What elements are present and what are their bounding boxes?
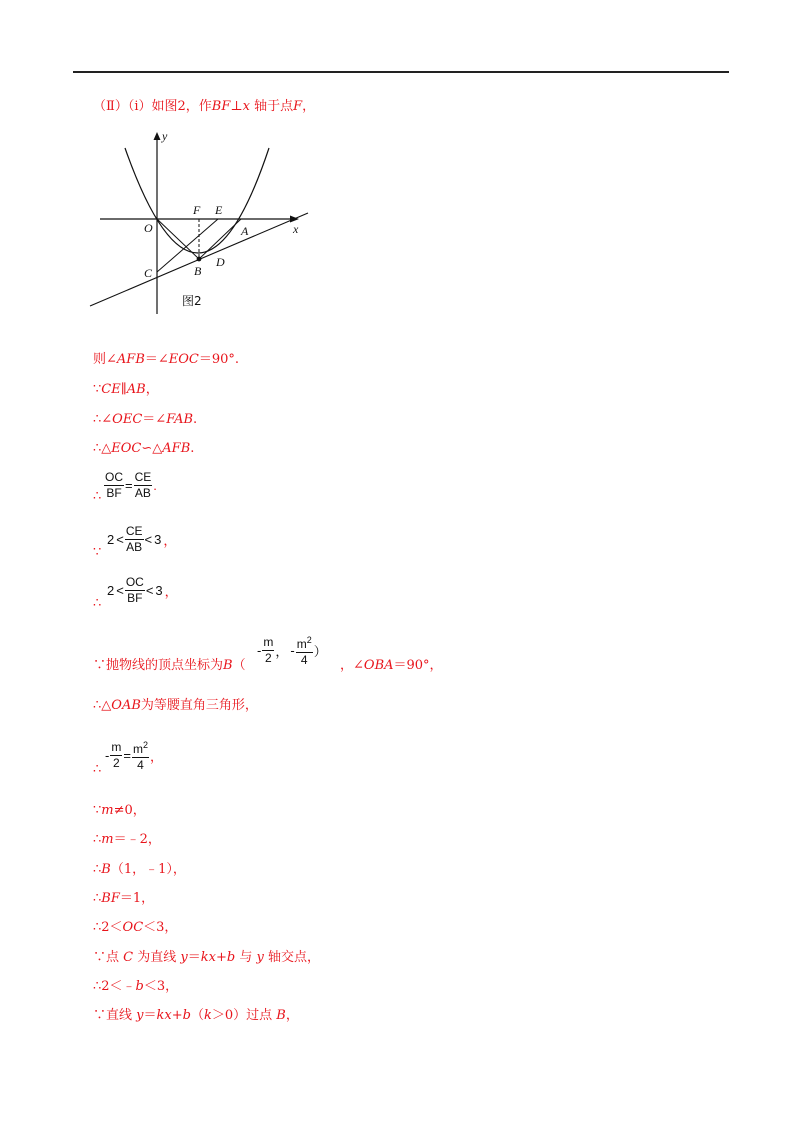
s14-b: BF: [101, 891, 120, 906]
step-3: [93, 411, 197, 429]
step-14: [93, 890, 154, 908]
step-2: [93, 381, 159, 399]
s11-b: m: [101, 803, 114, 818]
s3-b: OEC: [112, 412, 143, 427]
s12-c: ＝﹣2，: [113, 832, 161, 847]
s8-a: ∵抛物线的顶点坐标为: [93, 658, 224, 673]
s5-den2: AB: [134, 486, 151, 500]
s7-den: BF: [127, 591, 143, 605]
step-5-symbol: [93, 488, 101, 506]
s12-a: ∴: [93, 832, 102, 847]
s10-num2: m: [132, 742, 143, 756]
step-12: [93, 831, 161, 849]
step-6-symbol: [93, 544, 101, 562]
s8-neg2: -: [290, 643, 295, 658]
label-d: D: [216, 255, 225, 269]
s8-e: ＝90°，: [393, 658, 443, 673]
s2-e: ，: [145, 382, 159, 397]
s18-b: y: [136, 1008, 144, 1023]
step-8-tail: [340, 657, 443, 675]
s14-a: ∴: [93, 891, 102, 906]
s2-a: ∵: [93, 382, 102, 397]
s8-b: B: [223, 658, 233, 673]
step-7-symbol: [93, 595, 101, 613]
label-f: F: [193, 203, 201, 217]
s16-a: ∵点: [93, 950, 124, 965]
fraction-m-2: [262, 635, 274, 666]
s5-eq: =: [125, 478, 133, 493]
s11-a: ∵: [93, 803, 102, 818]
s6-end: ，: [163, 533, 177, 548]
s7-num: OC: [125, 575, 144, 589]
s4-d: AFB: [162, 441, 191, 456]
fraction-m2-4: [296, 633, 313, 668]
s6-hi: 3: [154, 532, 162, 547]
var-f: F: [293, 99, 303, 114]
step-15: [93, 919, 177, 937]
s5-end: .: [153, 478, 157, 493]
s10-den1: 2: [113, 756, 120, 770]
y-axis-arrow: [154, 132, 161, 140]
var-bf: BF: [211, 99, 231, 114]
s2-c: ∥: [120, 382, 127, 397]
s6-lt1: <: [116, 532, 124, 547]
s12-b: m: [101, 832, 114, 847]
step-10-symbol: [93, 761, 101, 779]
s14-c: ＝1，: [119, 891, 155, 906]
fraction-ce-ab-2: [125, 524, 144, 555]
s16-k: 轴交点，: [263, 950, 320, 965]
step-13: [93, 861, 186, 879]
s10-den2: 4: [137, 758, 144, 772]
step-1: [93, 351, 239, 369]
s15-b: OC: [122, 920, 144, 935]
s1-d: EOC: [168, 352, 199, 367]
s16-c: 为直线: [133, 950, 181, 965]
s11-c: ≠0，: [113, 803, 146, 818]
fraction-m-2-b: [110, 740, 122, 771]
step-10-equation: [104, 738, 164, 773]
s5-den1: BF: [106, 486, 122, 500]
intro-comma: ，: [302, 99, 316, 114]
intro-line: [93, 98, 315, 116]
step-17: [93, 978, 178, 996]
s10-eq: =: [123, 748, 131, 763]
s8-sup2: 2: [306, 635, 312, 645]
figure-2-diagram: [88, 128, 310, 322]
label-c: C: [144, 266, 153, 280]
s4-b: EOC: [111, 441, 142, 456]
s3-c: ＝∠: [142, 412, 167, 427]
s6-sym: ∵: [93, 545, 102, 560]
fraction-m2-4-b: [132, 738, 149, 773]
s1-b: AFB: [116, 352, 145, 367]
step-11: [93, 802, 146, 820]
s16-j: y: [256, 950, 264, 965]
s7-end: ，: [164, 584, 178, 599]
step-16: [93, 949, 320, 967]
part-label: （Ⅱ）: [93, 99, 128, 114]
step-8: [93, 657, 246, 675]
s2-b: CE: [101, 382, 121, 397]
s16-i: 与: [235, 950, 257, 965]
s10-sup2: 2: [142, 740, 148, 750]
s18-a: ∵直线: [93, 1008, 137, 1023]
s2-d: AB: [126, 382, 146, 397]
s4-c: ∽△: [141, 441, 163, 456]
s16-f: kx: [200, 950, 216, 965]
label-e: E: [215, 203, 223, 217]
label-b: B: [194, 264, 202, 278]
header-rule: [73, 71, 729, 73]
s9-a: ∴△: [93, 698, 112, 713]
s6-den: AB: [126, 540, 143, 554]
s6-num: CE: [125, 524, 143, 538]
fraction-oc-bf: [104, 470, 124, 501]
var-x: x: [242, 99, 250, 114]
s7-sym: ∴: [93, 596, 102, 611]
label-o: O: [144, 221, 153, 235]
s7-lt1: <: [116, 583, 124, 598]
s8-c: ，∠: [340, 658, 364, 673]
fraction-oc-bf-2: [125, 575, 145, 606]
step-5-equation: [104, 470, 158, 501]
s15-c: ＜3，: [143, 920, 178, 935]
s5-sym: ∴: [93, 489, 102, 504]
s8-close: ）: [313, 644, 327, 659]
segment-ba: [199, 219, 241, 259]
fraction-ce-ab: [134, 470, 153, 501]
step-18: [93, 1007, 299, 1025]
s18-c: ＝: [143, 1008, 157, 1023]
step-8-coordinates: [256, 633, 328, 668]
s8-num2: m: [296, 637, 307, 651]
s7-lt2: <: [145, 583, 154, 598]
s8-den1: 2: [265, 651, 272, 665]
perp-symbol: ⊥: [230, 99, 243, 114]
s7-lo: 2: [107, 583, 115, 598]
s10-end: ，: [149, 749, 163, 764]
s8-neg1: -: [257, 643, 262, 658]
s3-e: .: [193, 412, 198, 427]
label-a: A: [241, 224, 249, 238]
s1-a: 则∠: [93, 352, 117, 367]
point-b: [197, 257, 202, 262]
s4-e: .: [190, 441, 195, 456]
s16-e: ＝: [187, 950, 201, 965]
s18-i: ＞0）过点: [211, 1008, 277, 1023]
s9-c: 为等腰直角三角形，: [140, 698, 258, 713]
s18-d: kx: [156, 1008, 172, 1023]
s4-a: ∴△: [93, 441, 112, 456]
s8-num1: m: [263, 635, 274, 649]
label-x: x: [293, 222, 299, 236]
step-9: [93, 697, 258, 715]
s18-h: k: [203, 1008, 212, 1023]
s10-sym: ∴: [93, 762, 102, 777]
s16-b: C: [123, 950, 134, 965]
s18-e: +: [171, 1008, 183, 1023]
figure-caption: 图2: [182, 294, 202, 308]
subpart-label: （ⅰ）: [127, 99, 152, 114]
s18-k: ，: [285, 1008, 299, 1023]
s6-lt2: <: [144, 532, 153, 547]
s8-comma: ，: [275, 644, 289, 659]
s18-j: B: [276, 1008, 286, 1023]
s17-a: ∴2＜﹣: [93, 979, 136, 994]
s3-a: ∴∠: [93, 412, 113, 427]
s18-g: （: [190, 1008, 204, 1023]
s8-open: （: [232, 658, 246, 673]
s5-num2: CE: [134, 470, 152, 484]
intro-text-2: 轴于点: [249, 99, 294, 114]
step-7-inequality: [106, 575, 179, 606]
s17-c: ＜3，: [143, 979, 179, 994]
s7-hi: 3: [155, 583, 163, 598]
intro-text: 如图2，作: [151, 99, 212, 114]
s6-lo: 2: [107, 532, 115, 547]
s10-num1: m: [111, 740, 122, 754]
step-4: [93, 440, 194, 458]
step-6-inequality: [106, 524, 177, 555]
segment-ob: [157, 219, 199, 259]
s16-h: b: [226, 950, 236, 965]
s13-b: B: [101, 862, 111, 877]
s9-b: OAB: [111, 698, 141, 713]
s13-a: ∴: [93, 862, 102, 877]
s13-c: （1，﹣1），: [110, 862, 186, 877]
s10-neg: -: [105, 748, 110, 763]
s17-b: b: [135, 979, 144, 994]
s16-g: +: [215, 950, 227, 965]
s8-d: OBA: [363, 658, 394, 673]
label-y: y: [162, 129, 168, 143]
s18-f: b: [182, 1008, 191, 1023]
s16-d: y: [180, 950, 188, 965]
s8-den2: 4: [300, 653, 308, 667]
s1-e: ＝90°.: [198, 352, 240, 367]
s3-d: FAB: [166, 412, 194, 427]
s5-num1: OC: [105, 470, 123, 484]
s1-c: ＝∠: [144, 352, 169, 367]
s15-a: ∴2＜: [93, 920, 123, 935]
